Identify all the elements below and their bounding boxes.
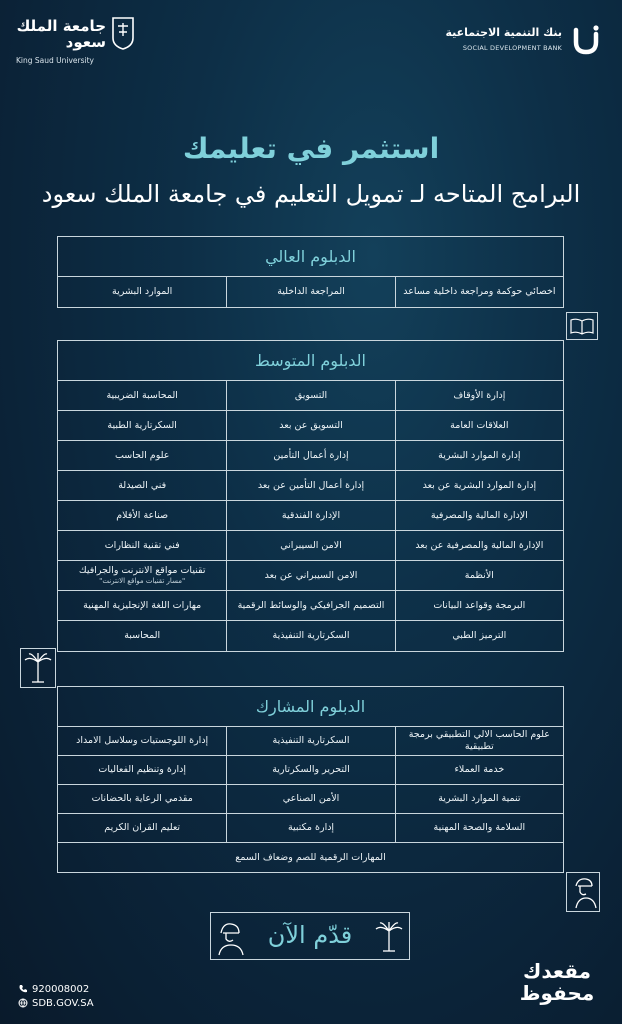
website-url: SDB.GOV.SA [32,997,94,1009]
cell-text: تقنيات مواقع الانترنت والجرافيك [78,565,206,577]
table-cell: إدارة الأوقاف [395,381,563,410]
table-cell: إدارة اللوجستيات وسلاسل الامداد [76,735,209,747]
apply-now-button[interactable] [210,912,410,960]
table-cell: التحرير والسكرتارية [226,756,394,784]
table-cell: الإدارة المالية والمصرفية [395,501,563,530]
table-cell: إدارة مكتبية [226,814,394,842]
subheadline: البرامج المتاحه لـ تمويل التعليم في جامعة الملك سعود [41,180,581,208]
website-line[interactable] [18,996,94,1010]
table-cell: العلاقات العامة [395,411,563,440]
table-cell: الموارد البشرية [112,286,173,298]
apply-now-label[interactable]: قدّم الآن [267,921,353,949]
table-row [58,531,563,561]
associate-diploma-table [57,686,564,873]
table-cell: السلامة والصحة المهنية [395,814,563,842]
table-cell: الإدارة المالية والمصرفية عن بعد [395,531,563,560]
table-cell: إدارة الموارد البشرية [395,441,563,470]
table-row [58,591,563,621]
table-cell: المراجعة الداخلية [226,277,394,307]
table-cell: المحاسبة الضريبية [106,389,178,401]
table-cell: إدارة وتنظيم الفعاليات [98,764,186,776]
table-row [58,381,563,411]
sdb-name-en: SOCIAL DEVELOPMENT BANK [462,44,562,52]
table-cell: السكرتارية التنفيذية [226,727,394,755]
cell-note: "مسار تقنيات مواقع الانترنت" [99,577,186,586]
table-row [58,411,563,441]
table-cell: تعليم القران الكريم [104,822,181,834]
phone-number: 920008002 [32,983,90,995]
table-cell: الامن السيبراني عن بعد [226,561,394,590]
table-cell: الأمن الصناعي [226,785,394,813]
table-cell: السكرتارية التنفيذية [226,621,394,651]
headline: استثمر في تعليمك [182,132,440,165]
table-row [58,756,563,785]
table-row [58,471,563,501]
table-row [58,277,563,307]
ksu-name-ar: جامعة الملك سعود [16,17,106,51]
phone-icon [18,984,28,994]
globe-icon [18,998,28,1008]
table-row [58,814,563,843]
table-cell: الترميز الطبي [395,621,563,651]
sdb-logo [442,24,602,60]
person-icon [215,917,247,957]
table-row [58,727,563,756]
table-cell: التسويق عن بعد [226,411,394,440]
ksu-name-en: King Saud University [16,56,94,65]
table-cell: التسويق [226,381,394,410]
sdb-logo-icon [570,24,602,58]
contact-info [18,982,94,1010]
phone-line[interactable] [18,982,94,996]
table-title: الدبلوم العالي [58,237,563,277]
table-cell: تنمية الموارد البشرية [395,785,563,813]
sdb-name-ar: بنك التنمية الاجتماعية [445,26,562,39]
table-cell: التصميم الجرافيكي والوسائط الرقمية [226,591,394,620]
table-cell: فني الصيدلة [118,479,167,491]
table-cell: إدارة الموارد البشرية عن بعد [395,471,563,500]
table-cell: علوم الحاسب الالي التطبيقي برمجة تطبيقية [395,727,563,755]
table-cell: المحاسبة [124,630,161,642]
table-row [58,621,563,651]
table-cell: صناعة الأفلام [116,509,169,521]
higher-diploma-table [57,236,564,308]
table-cell: إدارة أعمال التأمين [226,441,394,470]
ksu-logo [16,16,136,64]
intermediate-diploma-table [57,340,564,652]
table-cell: الأنظمة [395,561,563,590]
table-row [58,441,563,471]
table-title: الدبلوم المشارك [58,687,563,727]
person-icon [566,872,600,912]
palm-tree-icon [373,917,405,957]
table-cell: علوم الحاسب [114,449,170,461]
table-cell: اخصائي حوكمة ومراجعة داخلية مساعد [395,277,563,307]
ksu-crest-icon [110,16,136,50]
table-cell: السكرتارية الطبية [107,419,177,431]
table-cell: إدارة أعمال التأمين عن بعد [226,471,394,500]
table-cell: البرمجة وقواعد البيانات [395,591,563,620]
slogan-logo: مقعدك محفوظ [519,959,595,1005]
table-cell: خدمة العملاء [395,756,563,784]
table-cell: مهارات اللغة الإنجليزية المهنية [83,599,202,611]
book-icon [566,312,598,340]
table-cell: فني تقنية النظارات [104,539,180,551]
table-row [58,561,563,591]
table-cell-full: المهارات الرقمية للصم وضعاف السمع [235,851,386,863]
table-row [58,501,563,531]
table-row [58,785,563,814]
table-cell: الامن السيبراني [226,531,394,560]
table-row [58,843,563,872]
table-title: الدبلوم المتوسط [58,341,563,381]
table-cell: مقدمي الرعاية بالحضانات [91,793,193,805]
table-cell: الإدارة الفندقية [226,501,394,530]
palm-tree-icon [20,648,56,688]
table-cell-with-note [58,561,226,590]
